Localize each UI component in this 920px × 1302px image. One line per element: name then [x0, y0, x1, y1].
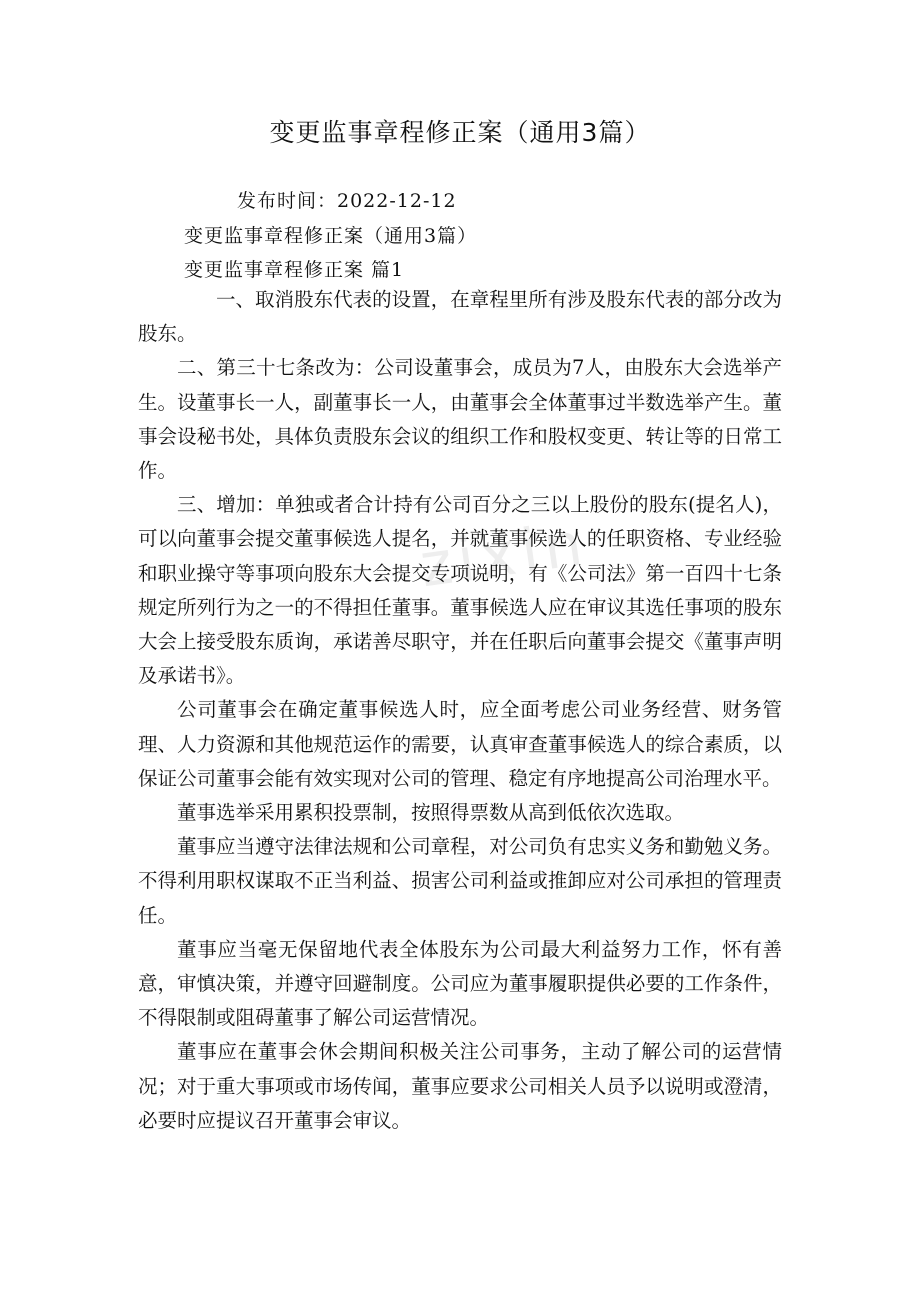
- paragraph: 董事应当毫无保留地代表全体股东为公司最大利益努力工作，怀有善意，审慎决策，并遵守回避制度。公司应为董事履职提供必要的工作条件，不得限制或阻碍董事了解公司运营情况。: [138, 937, 782, 1030]
- document-subtitle: 变更监事章程修正案（通用3篇）: [184, 225, 478, 247]
- paragraph: 董事应当遵守法律法规和公司章程，对公司负有忠实义务和勤勉义务。不得利用职权谋取不正当利益、损害公司利益或推卸应对公司承担的管理责任。: [138, 835, 782, 927]
- section-heading: 变更监事章程修正案 篇1: [184, 259, 405, 281]
- document-body: [138, 283, 782, 1138]
- paragraph: 三、增加：单独或者合计持有公司百分之三以上股份的股东(提名人)，可以向董事会提交董事候选人提名，并就董事候选人的任职资格、专业经验和职业操守等事项向股东大会提交专项说明，有《公司法》第一百四十七条规定所列行为之一的不得担任董事。董事候选人应在审议其选任事项的股东大会上接受股东质询，承诺善尽职守，并在任职后向董事会提交《董事声明及承诺书》。: [138, 493, 782, 688]
- document-title: 变更监事章程修正案（通用3篇）: [269, 118, 651, 147]
- paragraph: 公司董事会在确定董事候选人时，应全面考虑公司业务经营、财务管理、人力资源和其他规范运作的需要，认真审查董事候选人的综合素质，以保证公司董事会能有效实现对公司的管理、稳定有序地提高公司治理水平。: [138, 698, 782, 790]
- paragraph: 董事选举采用累积投票制，按照得票数从高到低依次选取。: [177, 801, 685, 825]
- paragraph: 二、第三十七条改为：公司设董事会，成员为7人，由股东大会选举产生。设董事长一人，副董事长一人，由董事会全体董事过半数选举产生。董事会设秘书处，具体负责股东会议的组织工作和股权变更、转让等的日常工作。: [138, 356, 782, 483]
- paragraph: 董事应在董事会休会期间积极关注公司事务，主动了解公司的运营情况；对于重大事项或市场传闻，董事应要求公司相关人员予以说明或澄清，必要时应提议召开董事会审议。: [138, 1040, 782, 1132]
- watermark: zixin: [415, 508, 593, 602]
- publish-time: 发布时间：2022-12-12: [237, 190, 457, 212]
- paragraph: 一、取消股东代表的设置，在章程里所有涉及股东代表的部分改为股东。: [138, 288, 782, 346]
